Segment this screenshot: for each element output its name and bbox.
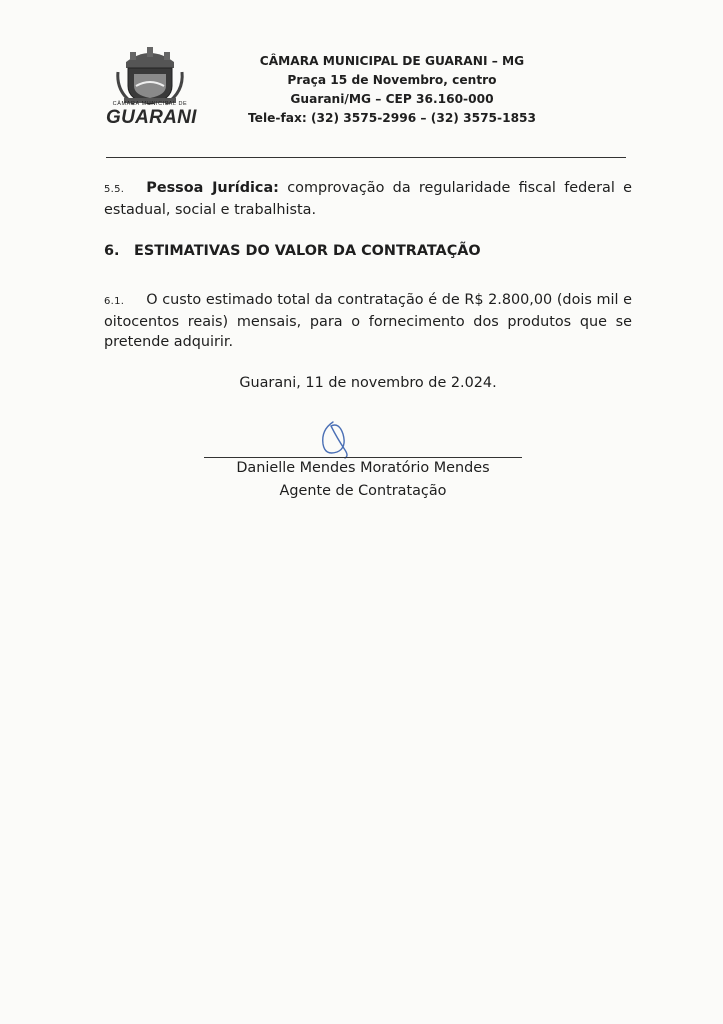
- section-title: ESTIMATIVAS DO VALOR DA CONTRATAÇÃO: [134, 243, 481, 259]
- logo-caption-small: CÂMARA MUNICIPAL DE: [112, 101, 188, 107]
- letterhead-line-3: Guarani/MG – CEP 36.160-000: [290, 92, 494, 106]
- clause-number: 5.5.: [104, 184, 125, 195]
- header-divider: [106, 157, 626, 158]
- letterhead-line-2: Praça 15 de Novembro, centro: [287, 73, 497, 87]
- letterhead-line-1: CÂMARA MUNICIPAL DE GUARANI – MG: [259, 54, 525, 68]
- clause-5-5: [104, 178, 632, 220]
- letterhead: [232, 52, 552, 128]
- clause-label: Pessoa Jurídica:: [146, 180, 279, 196]
- clause-number: 6.1.: [104, 296, 125, 307]
- clause-text: comprovação da regularidade fiscal federal e estadual, social e trabalhista.: [104, 180, 633, 218]
- signer-name: Danielle Mendes Moratório Mendes: [236, 460, 490, 476]
- signer-role: Agente de Contratação: [279, 483, 447, 499]
- logo-caption-big: GUARANI: [106, 107, 197, 128]
- section-heading: [104, 243, 624, 259]
- date-line: Guarani, 11 de novembro de 2.024.: [239, 375, 497, 391]
- signature-line: [204, 457, 522, 458]
- letterhead-line-4: Tele-fax: (32) 3575-2996 – (32) 3575-1853: [247, 111, 537, 125]
- clause-text: O custo estimado total da contratação é de R$ 2.800,00 (dois mil e oitocentos reais) mensais, para o fornecimento dos produtos que se pretende adquirir.: [104, 292, 632, 350]
- section-number: 6.: [104, 243, 120, 259]
- clause-6-1: [104, 290, 632, 352]
- handwritten-signature: [315, 416, 355, 460]
